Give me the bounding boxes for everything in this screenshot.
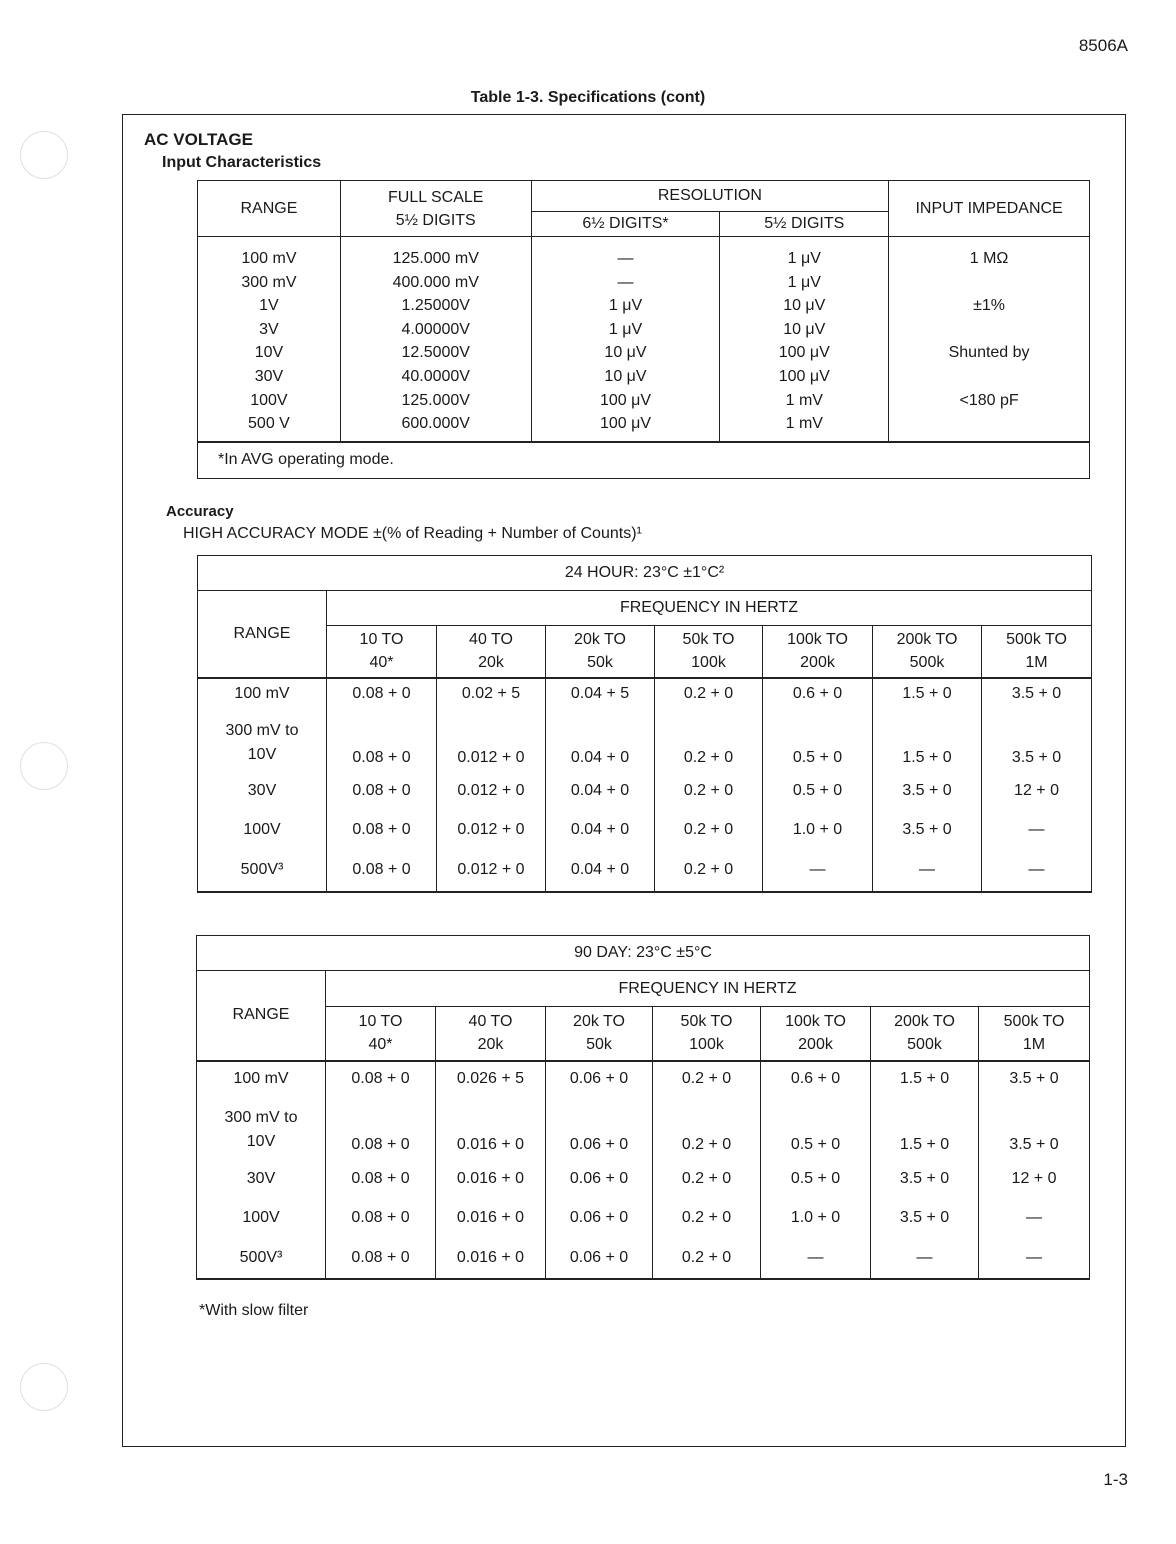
freq-col-line: 500k xyxy=(907,1036,942,1054)
freq-col-line: 40 TO xyxy=(468,1013,513,1031)
impedance-line: ±1% xyxy=(973,297,1006,315)
freq-col-line: 100k xyxy=(691,654,726,672)
value-cell: 0.2 + 0 xyxy=(653,1199,761,1238)
freq-col-header xyxy=(871,1007,979,1061)
value-cell: 0.5 + 0 xyxy=(763,710,873,772)
freq-col-line: 100k xyxy=(689,1036,724,1054)
res-65-value: 10 μV xyxy=(604,344,647,362)
freq-col-header xyxy=(437,626,546,678)
freq-col-line: 50k xyxy=(586,1036,612,1054)
range-cell: 30V xyxy=(197,1160,326,1199)
table-row xyxy=(198,850,1092,892)
value-cell: 0.08 + 0 xyxy=(327,850,437,892)
value-cell: 0.2 + 0 xyxy=(655,850,763,892)
full-scale-value: 4.00000V xyxy=(401,320,470,338)
res-65-value: 100 μV xyxy=(599,415,651,433)
value-cell: 0.2 + 0 xyxy=(653,1097,761,1160)
table-row xyxy=(197,1199,1090,1238)
freq-col-line: 200k xyxy=(798,1036,833,1054)
value-cell: 0.2 + 0 xyxy=(653,1238,761,1279)
freq-col-line: 50k xyxy=(587,654,613,672)
value-cell: 12 + 0 xyxy=(982,772,1092,811)
value-cell: 0.08 + 0 xyxy=(327,811,437,850)
value-cell: — xyxy=(871,1238,979,1279)
res-65-column xyxy=(531,237,720,442)
impedance-line: <180 pF xyxy=(959,391,1019,409)
res-55-column xyxy=(720,237,889,442)
freq-col-header xyxy=(326,1007,436,1061)
value-cell: 0.06 + 0 xyxy=(546,1238,653,1279)
header-full-scale-line2: 5½ DIGITS xyxy=(395,211,476,229)
freq-col-line: 40* xyxy=(368,1036,393,1054)
table-row xyxy=(198,710,1092,772)
range-value: 10V xyxy=(254,344,284,362)
range-cell: 100V xyxy=(197,1199,326,1238)
impedance-line: Shunted by xyxy=(948,344,1030,362)
res-55-value: 10 μV xyxy=(783,320,826,338)
punch-hole xyxy=(20,131,68,179)
full-scale-value: 400.000 mV xyxy=(392,273,479,291)
accuracy-table-24h xyxy=(197,555,1092,893)
value-cell: 0.6 + 0 xyxy=(763,678,873,710)
value-cell: 1.0 + 0 xyxy=(761,1199,871,1238)
value-cell: 0.08 + 0 xyxy=(326,1061,436,1097)
value-cell: 0.06 + 0 xyxy=(546,1097,653,1160)
range-line: 300 mV to xyxy=(224,1108,298,1126)
value-cell: 12 + 0 xyxy=(979,1160,1090,1199)
impedance-column xyxy=(889,237,1090,442)
value-cell: 3.5 + 0 xyxy=(873,811,982,850)
value-cell: 3.5 + 0 xyxy=(982,678,1092,710)
freq-col-line: 10 TO xyxy=(359,631,404,649)
freq-col-line: 20k xyxy=(478,654,504,672)
header-full-scale-line1: FULL SCALE xyxy=(388,188,484,206)
value-cell: 0.08 + 0 xyxy=(327,678,437,710)
freq-col-line: 100k TO xyxy=(787,631,848,649)
header-input-impedance: INPUT IMPEDANCE xyxy=(889,181,1090,237)
res-65-value: 1 μV xyxy=(608,297,643,315)
impedance-line xyxy=(889,412,1089,436)
freq-col-line: 200k TO xyxy=(894,1013,955,1031)
table-row xyxy=(197,1097,1090,1160)
range-cell: 100V xyxy=(198,811,327,850)
freq-col-header xyxy=(327,626,437,678)
value-cell: 0.08 + 0 xyxy=(327,710,437,772)
avg-mode-note: *In AVG operating mode. xyxy=(198,442,1090,479)
value-cell: 0.016 + 0 xyxy=(436,1097,546,1160)
full-scale-value: 1.25000V xyxy=(401,297,470,315)
freq-col-header xyxy=(979,1007,1090,1061)
value-cell: 0.012 + 0 xyxy=(437,811,546,850)
value-cell: 1.5 + 0 xyxy=(871,1097,979,1160)
value-cell: 1.5 + 0 xyxy=(871,1061,979,1097)
value-cell: 0.04 + 0 xyxy=(546,850,655,892)
impedance-line xyxy=(889,271,1089,295)
full-scale-column xyxy=(340,237,531,442)
value-cell: 0.2 + 0 xyxy=(653,1160,761,1199)
value-cell: 0.2 + 0 xyxy=(655,710,763,772)
freq-col-line: 20k TO xyxy=(573,1013,625,1031)
freq-col-header xyxy=(436,1007,546,1061)
header-res-55: 5½ DIGITS xyxy=(720,212,889,237)
freq-col-line: 200k xyxy=(800,654,835,672)
value-cell: 0.08 + 0 xyxy=(326,1097,436,1160)
full-scale-value: 600.000V xyxy=(401,415,470,433)
value-cell: 1.5 + 0 xyxy=(873,710,982,772)
range-cell: 500V³ xyxy=(197,1238,326,1279)
res-65-value: 10 μV xyxy=(604,367,647,385)
freq-col-header xyxy=(546,626,655,678)
range-cell: 100 mV xyxy=(198,678,327,710)
res-55-value: 100 μV xyxy=(778,344,830,362)
res-65-value: 1 μV xyxy=(608,320,643,338)
range-header: RANGE xyxy=(198,591,327,678)
value-cell: 0.04 + 0 xyxy=(546,710,655,772)
value-cell: 3.5 + 0 xyxy=(871,1160,979,1199)
freq-col-header xyxy=(546,1007,653,1061)
header-resolution: RESOLUTION xyxy=(531,181,889,212)
value-cell: 0.04 + 0 xyxy=(546,811,655,850)
header-full-scale xyxy=(340,181,531,237)
value-cell: 0.06 + 0 xyxy=(546,1061,653,1097)
input-characteristics-table xyxy=(197,180,1090,479)
range-cell xyxy=(198,710,327,772)
range-value: 500 V xyxy=(248,415,290,433)
accuracy-title: Accuracy xyxy=(166,503,234,520)
full-scale-value: 125.000 mV xyxy=(392,250,479,267)
value-cell: 0.04 + 5 xyxy=(546,678,655,710)
value-cell: — xyxy=(982,850,1092,892)
value-cell: 0.012 + 0 xyxy=(437,850,546,892)
impedance-line xyxy=(889,318,1089,342)
freq-col-header xyxy=(873,626,982,678)
value-cell: — xyxy=(982,811,1092,850)
res-55-value: 1 mV xyxy=(785,415,823,433)
value-cell: — xyxy=(979,1199,1090,1238)
value-cell: 0.06 + 0 xyxy=(546,1160,653,1199)
value-cell: 0.2 + 0 xyxy=(653,1061,761,1097)
value-cell: — xyxy=(979,1238,1090,1279)
value-cell: 0.08 + 0 xyxy=(326,1199,436,1238)
table-row xyxy=(197,1160,1090,1199)
freq-col-line: 50k TO xyxy=(680,1013,733,1031)
freq-col-line: 40* xyxy=(369,654,394,672)
full-scale-value: 40.0000V xyxy=(401,367,470,385)
value-cell: 3.5 + 0 xyxy=(979,1097,1090,1160)
frequency-header: FREQUENCY IN HERTZ xyxy=(326,971,1090,1007)
value-cell: 0.08 + 0 xyxy=(327,772,437,811)
value-cell: — xyxy=(761,1238,871,1279)
range-value: 1V xyxy=(259,297,279,315)
range-value: 3V xyxy=(259,320,279,338)
table-row xyxy=(198,811,1092,850)
table-title-24h: 24 HOUR: 23°C ±1°C² xyxy=(198,556,1092,591)
value-cell: 3.5 + 0 xyxy=(871,1199,979,1238)
freq-col-line: 40 TO xyxy=(469,631,513,649)
table-title: Table 1-3. Specifications (cont) xyxy=(470,89,706,106)
value-cell: 3.5 + 0 xyxy=(873,772,982,811)
table-title-90d: 90 DAY: 23°C ±5°C xyxy=(197,936,1090,971)
range-value: 30V xyxy=(254,367,284,385)
value-cell: 0.02 + 5 xyxy=(437,678,546,710)
table-row xyxy=(198,678,1092,710)
value-cell: 0.2 + 0 xyxy=(655,772,763,811)
impedance-line xyxy=(889,365,1089,389)
page-number: 1-3 xyxy=(1103,1470,1128,1489)
value-cell: — xyxy=(873,850,982,892)
value-cell: 0.012 + 0 xyxy=(437,710,546,772)
freq-col-line: 10 TO xyxy=(358,1013,403,1031)
freq-col-line: 20k TO xyxy=(574,631,626,649)
res-55-value: 10 μV xyxy=(783,297,826,315)
freq-col-line: 20k xyxy=(477,1036,504,1054)
slow-filter-footnote: *With slow filter xyxy=(199,1302,309,1319)
range-cell: 30V xyxy=(198,772,327,811)
impedance-line: 1 MΩ xyxy=(969,250,1009,267)
punch-hole xyxy=(20,742,68,790)
freq-col-line: 500k TO xyxy=(1006,631,1067,649)
freq-col-line: 500k TO xyxy=(1003,1013,1065,1031)
freq-col-line: 1M xyxy=(1022,1036,1046,1054)
input-characteristics-title: Input Characteristics xyxy=(162,154,322,171)
value-cell: 3.5 + 0 xyxy=(979,1061,1090,1097)
value-cell: 0.012 + 0 xyxy=(437,772,546,811)
range-line: 10V xyxy=(247,745,277,763)
value-cell: 0.6 + 0 xyxy=(761,1061,871,1097)
range-value: 300 mV xyxy=(241,273,297,291)
value-cell: 0.2 + 0 xyxy=(655,678,763,710)
accuracy-subtitle: HIGH ACCURACY MODE ±(% of Reading + Number of Counts)¹ xyxy=(183,525,642,542)
value-cell: 3.5 + 0 xyxy=(982,710,1092,772)
value-cell: 0.016 + 0 xyxy=(436,1238,546,1279)
value-cell: 0.08 + 0 xyxy=(326,1238,436,1279)
res-65-value: — xyxy=(617,273,634,291)
res-55-value: 100 μV xyxy=(778,367,830,385)
table-row xyxy=(197,1061,1090,1097)
table-row xyxy=(197,1238,1090,1279)
accuracy-table-90d xyxy=(196,935,1090,1280)
value-cell: 0.06 + 0 xyxy=(546,1199,653,1238)
range-line: 10V xyxy=(246,1132,276,1150)
value-cell: 1.5 + 0 xyxy=(873,678,982,710)
value-cell: 0.016 + 0 xyxy=(436,1160,546,1199)
full-scale-value: 12.5000V xyxy=(401,344,470,362)
freq-col-header xyxy=(655,626,763,678)
range-value: 100V xyxy=(250,391,288,409)
header-res-65: 6½ DIGITS* xyxy=(531,212,720,237)
range-header: RANGE xyxy=(197,971,326,1061)
range-value: 100 mV xyxy=(241,250,297,267)
freq-col-header xyxy=(653,1007,761,1061)
table-row xyxy=(198,772,1092,811)
ac-voltage-title: AC VOLTAGE xyxy=(144,130,253,149)
res-55-value: 1 mV xyxy=(785,391,823,409)
value-cell: 0.016 + 0 xyxy=(436,1199,546,1238)
model-number: 8506A xyxy=(1078,36,1128,55)
range-line: 300 mV to xyxy=(225,721,299,739)
res-55-value: 1 μV xyxy=(787,250,821,267)
res-65-value: 100 μV xyxy=(599,391,651,409)
res-65-value: — xyxy=(617,250,634,267)
freq-col-line: 100k TO xyxy=(785,1013,846,1031)
range-cell: 100 mV xyxy=(197,1061,326,1097)
value-cell: 0.08 + 0 xyxy=(326,1160,436,1199)
freq-col-header xyxy=(763,626,873,678)
value-cell: 0.04 + 0 xyxy=(546,772,655,811)
freq-col-header xyxy=(761,1007,871,1061)
res-55-value: 1 μV xyxy=(787,273,821,291)
value-cell: 0.026 + 5 xyxy=(436,1061,546,1097)
range-cell: 500V³ xyxy=(198,850,327,892)
range-cell xyxy=(197,1097,326,1160)
value-cell: 0.5 + 0 xyxy=(761,1160,871,1199)
value-cell: — xyxy=(763,850,873,892)
freq-col-line: 1M xyxy=(1025,654,1048,672)
freq-col-header xyxy=(982,626,1092,678)
value-cell: 1.0 + 0 xyxy=(763,811,873,850)
header-range: RANGE xyxy=(198,181,341,237)
freq-col-line: 500k xyxy=(909,654,945,672)
value-cell: 0.5 + 0 xyxy=(761,1097,871,1160)
value-cell: 0.2 + 0 xyxy=(655,811,763,850)
freq-col-line: 50k TO xyxy=(682,631,735,649)
range-column xyxy=(198,237,341,442)
full-scale-value: 125.000V xyxy=(401,391,470,409)
freq-col-line: 200k TO xyxy=(896,631,958,649)
punch-hole xyxy=(20,1363,68,1411)
frequency-header: FREQUENCY IN HERTZ xyxy=(327,591,1092,626)
value-cell: 0.5 + 0 xyxy=(763,772,873,811)
